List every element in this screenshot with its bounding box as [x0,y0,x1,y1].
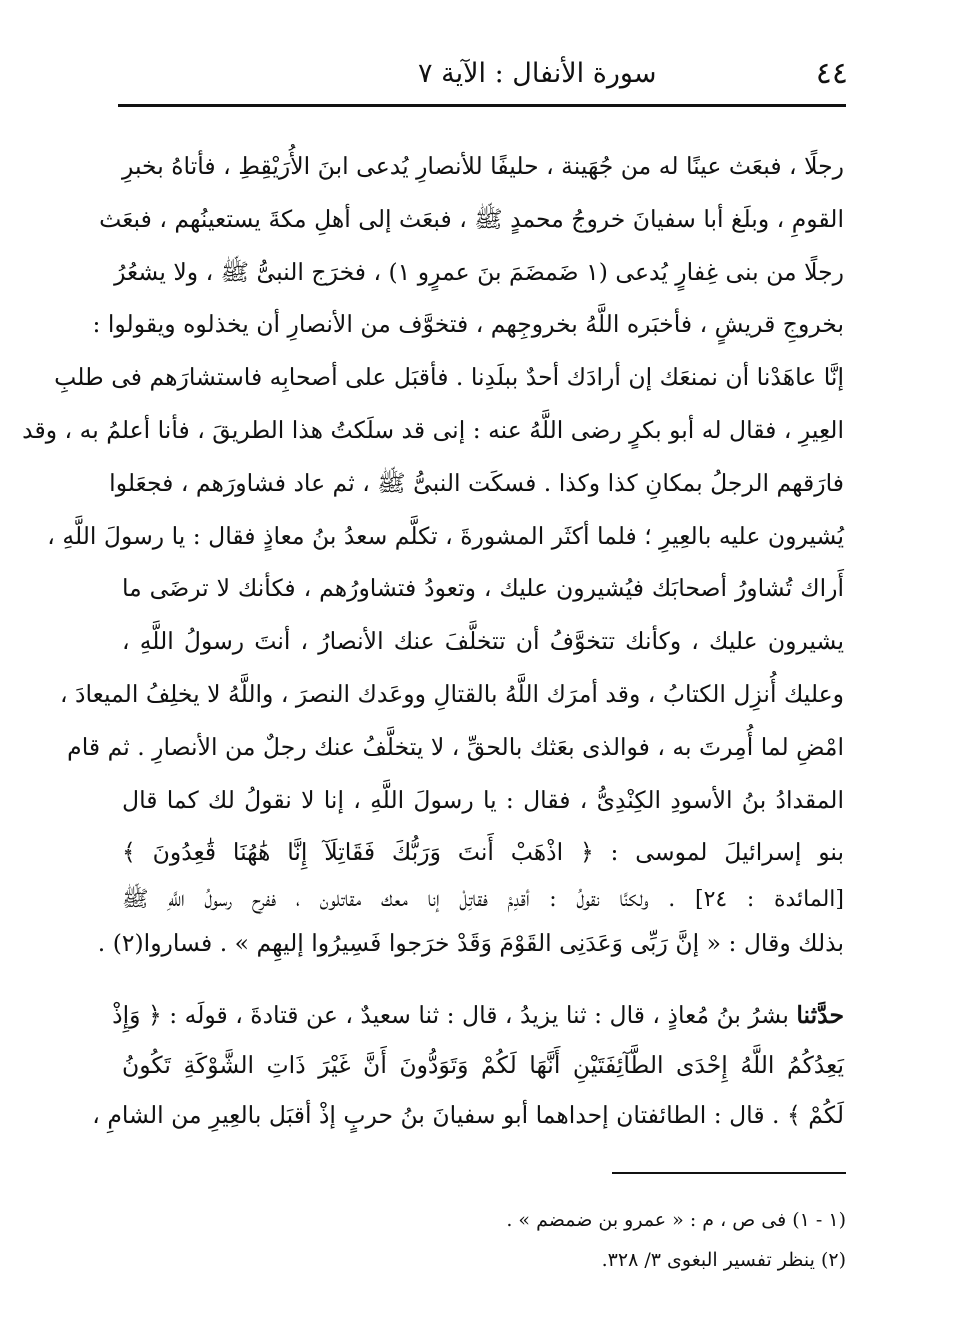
header-rule [118,104,846,107]
text-line: [المائدة : ٢٤] . ولكنَّا نقولُ : أقدِمْ فقاتِلْ إنا معك مقاتلون ، ففرِح رسولُ اللَّهِ ﷺ [122,887,844,913]
quran-quote-line: يَعِدُكُمُ اللَّهُ إِحْدَى الطَّآئِفَتَيْنِ أَنَّهَا لَكُمْ وَتَوَدُّونَ أَنَّ غَيْرَ ذَاتِ الشَّوْكَةِ تَكُونُ [122,1051,844,1079]
main-paragraph [22,140,844,965]
footnote-rule [612,1172,846,1174]
quran-quote-line: بنو إسرائيلَ لموسى : ﴿ اذْهَبْ أَنتَ وَرَبُّكَ فَقَاتِلَآ إِنَّا هَٰهُنَا قَٰعِدُونَ ﴾ [122,838,844,867]
text-line: بذلك وقال : « إنَّ رَبِّى وَعَدَنِى القَوْمَ وَقَدْ خرَجوا فَسِيرُوا إليهِم » . فساروا(٢) . [97,929,844,958]
text-line [112,990,844,1040]
second-paragraph [92,990,844,1140]
text-line: يُشيرون عليه بالعِيرِ ؛ فلما أكثَر المشورةَ ، تكلَّم سعدُ بنُ معاذٍ فقال : يا رسولَ اللَّهِ ، [47,521,844,550]
text-line: لَكُمْ ﴾ . قال : الطائفتان إحداهما أبو سفيانَ بنُ حربٍ إذْ أقبَل بالعِيرِ من الشامِ ، [92,1101,844,1129]
paragraph-lead-word: حدَّثنا [796,1001,844,1029]
text-line: رجلًا من بنى غِفارٍ يُدعى (١ ضَمضَمَ بنَ عمرٍو ١) ، فخرَج النبىُّ ﷺ ، ولا يشعُرُ [114,257,844,286]
text-line: فارَقهم الرجلُ بمكانِ كذا وكذا . فسكَت النبىُّ ﷺ ، ثم عاد فشاورَهم ، فجعَلوا [109,468,844,497]
footnote: (١ - ١) فى ص ، م : « عمرو بن ضمضم » . [506,1209,846,1231]
text-line: بخروجِ قريشٍ ، فأخبَره اللَّهُ بخروجِهم ، فتخوَّف من الأنصارِ أن يخذلوه ويقولوا : [92,310,844,339]
running-title: سورة الأنفال : الآية ٧ [418,58,657,89]
text-line: وعليك أُنزِل الكتابُ ، وقد أمرَك اللَّهُ بالقتالِ ووعَدك النصرَ ، واللَّهُ لا يخلِفُ الميعادَ ، [59,679,844,708]
text-line: يشيرون عليك ، وكأنك تتخوَّفُ أن تتخلَّفَ عنك الأنصارُ ، أنتَ رسولُ اللَّهِ ، [122,627,844,656]
text-line: امْضِ لما أُمِرتَ به ، فوالذى بعَثك بالحقِّ ، لا يتخلَّفُ عنك رجلٌ من الأنصارِ . ثم قام [67,732,844,761]
page-number: ٤٤ [815,56,848,91]
text-line: رجلًا ، فبعَث عينًا له من جُهَينة ، حليفًا للأنصارِ يُدعى ابنَ الأُرَيْقِطِ ، فأتاهُ بخبرِ [122,152,844,180]
text-line: أَراك تُشاورُ أصحابَك فيُشيرون عليك ، وتعودُ فتشاورُهم ، فكأنك لا ترضَى ما [122,574,844,603]
page-header [118,52,848,92]
footnotes [400,1200,846,1280]
text-line: المقدادُ بنُ الأسودِ الكِنْدِىُّ ، فقال : يا رسولَ اللَّهِ ، إنا لا نقولُ لك كما قال [122,785,844,814]
text-span: بشرُ بنُ مُعاذٍ ، قال : ثنا يزيدُ ، قال : ثنا سعيدٌ ، عن قتادةَ ، قولَه : ﴿ وَإِذْ [112,1001,797,1029]
text-line: العِيرِ ، فقال له أبو بكرٍ رضى اللَّهُ عنه : إنى قد سلَكتُ هذا الطريقَ ، فأنا أعلمُ به ، وقد [22,415,844,444]
text-line: القومِ ، وبلَغ أبا سفيانَ خروجُ محمدٍ ﷺ ، فبعَث إلى أهلِ مكةَ يستعينُهم ، فبعَث [99,204,844,233]
footnote: (٢) ينظر تفسير البغوى ٣/ ٣٢٨. [601,1249,846,1271]
text-line: إنَّا عاهَدْنا أن نمنعَك إن أرادَك أحدٌ ببلَدِنا . فأقبَل على أصحابِه فاستشارَهم فى طلبِ [54,363,844,392]
